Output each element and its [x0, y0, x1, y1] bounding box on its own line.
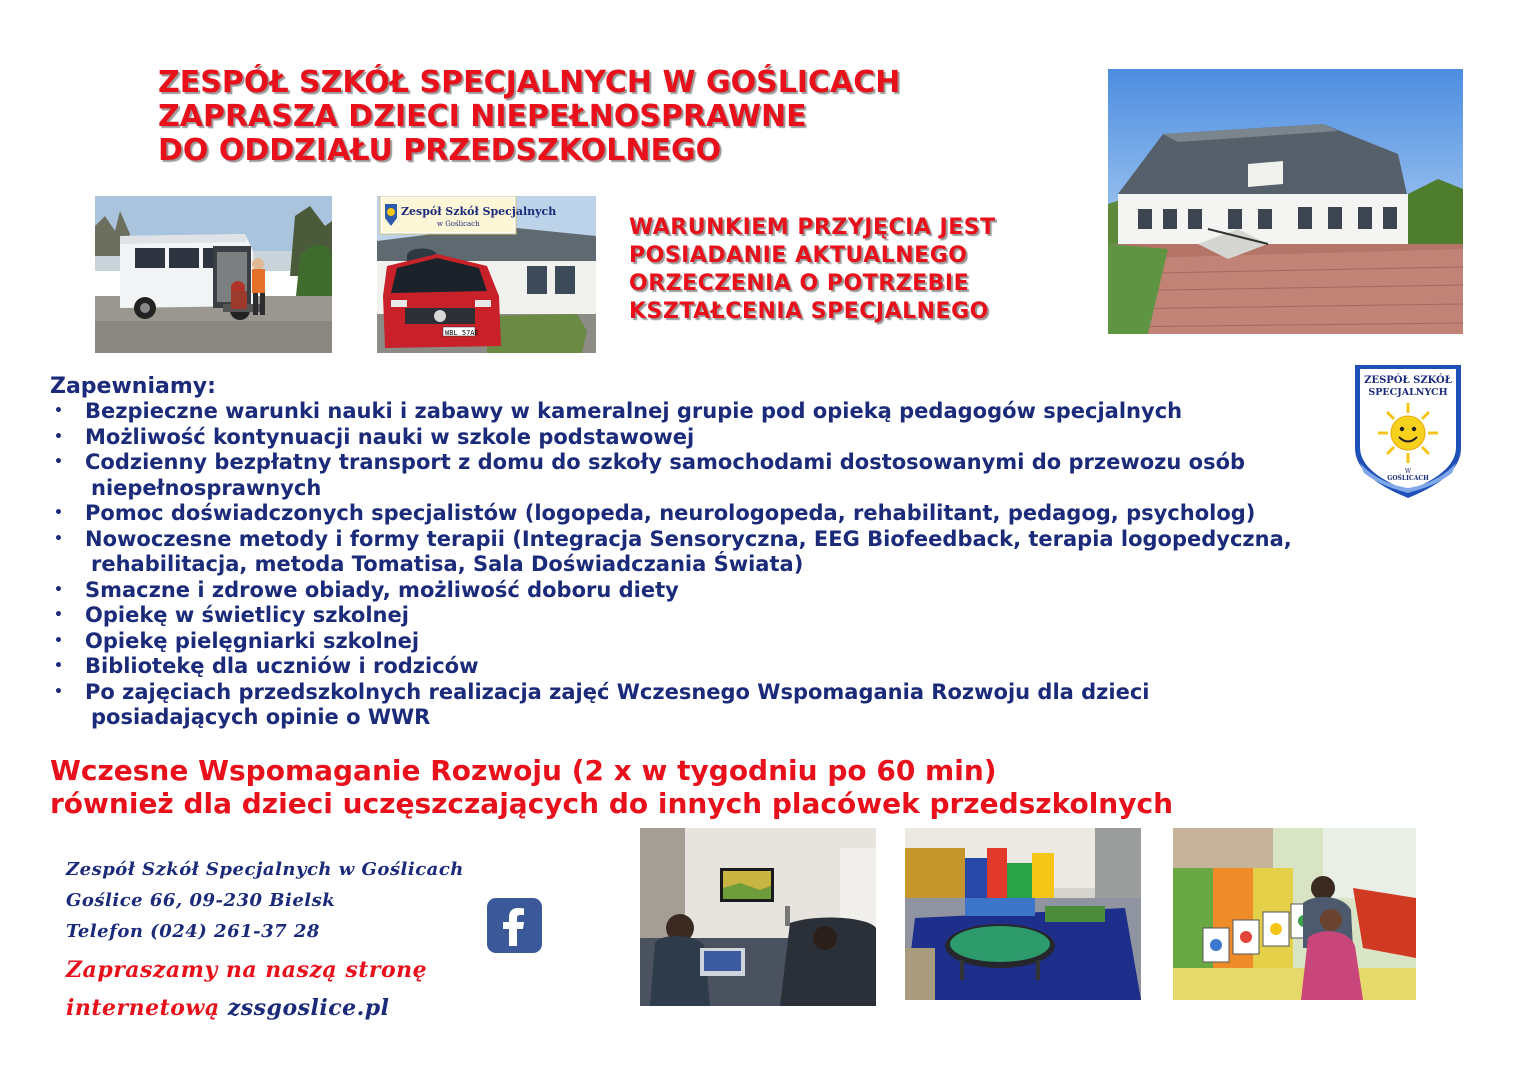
- list-item: • Możliwość kontynuacji nauki w szkole podstawowej: [54, 424, 695, 449]
- sun-logo-icon: [1378, 403, 1438, 463]
- list-item: • Opiekę pielęgniarki szkolnej: [54, 628, 420, 653]
- contact-name: Zespół Szkół Specjalnych w Goślicach: [66, 859, 464, 880]
- admission-condition: [629, 214, 996, 326]
- invite-line-1: Zapraszamy na naszą stronę: [66, 957, 428, 983]
- photo-school-building: [1108, 69, 1463, 334]
- logo-text-line2: SPECJALNYCH: [1368, 387, 1448, 398]
- list-item: • Opiekę w świetlicy szkolnej: [54, 603, 409, 627]
- list-item: • Bezpieczne warunki nauki i zabawy w kameralnej grupie pod opieką pedagogów specjalnych: [54, 399, 1183, 423]
- condition-line-2: POSIADANIE AKTUALNEGO: [629, 243, 968, 268]
- website-link[interactable]: zssgoslice.pl: [227, 995, 390, 1021]
- list-item: • Nowoczesne metody i formy terapii (Integracja Sensoryczna, EEG Biofeedback, terapia logopedyczna, rehabilitacja, metoda Tomatisa, Sala Doświadczania Świata): [54, 526, 1292, 576]
- photo-school-red-van: [377, 196, 596, 353]
- condition-line-4: KSZTAŁCENIA SPECJALNEGO: [629, 299, 989, 324]
- list-item: • Po zajęciach przedszkolnych realizacja zajęć Wczesnego Wspomagania Rozwoju dla dzieci posiadających opinie o WWR: [54, 679, 1150, 729]
- wwr-line-1: Wczesne Wspomaganie Rozwoju (2 x w tygodniu po 60 min): [50, 754, 997, 787]
- contact-address: Goślice 66, 09-230 Bielsk: [66, 890, 336, 911]
- list-item: • Bibliotekę dla uczniów i rodziców: [54, 654, 479, 678]
- condition-line-3: ORZECZENIA O POTRZEBIE: [629, 271, 970, 296]
- logo-text-line3: W: [1404, 468, 1412, 475]
- title-line-2: ZAPRASZA DZIECI NIEPEŁNOSPRAWNE: [158, 99, 807, 134]
- invite-word: internetową: [66, 995, 220, 1021]
- school-sign-subtext: w Goślicach: [437, 220, 480, 228]
- invite-line-2: [66, 995, 390, 1021]
- photo-bus-wheelchair-lift: [95, 196, 332, 353]
- school-sign-text: Zespół Szkół Specjalnych: [401, 205, 557, 218]
- page-title: [158, 66, 900, 168]
- facebook-icon[interactable]: [487, 898, 542, 953]
- condition-line-1: WARUNKIEM PRZYJĘCIA JEST: [629, 215, 996, 240]
- contact-phone: Telefon (024) 261-37 28: [66, 921, 320, 942]
- features-list: [50, 399, 1292, 731]
- school-logo: [1352, 363, 1464, 500]
- features-section: [50, 374, 1292, 731]
- logo-text-line1: ZESPÓŁ SZKÓŁ: [1364, 375, 1452, 386]
- wwr-statement: [50, 754, 1173, 820]
- photo-sensory-integration-room: [905, 828, 1141, 1000]
- title-line-3: DO ODDZIAŁU PRZEDSZKOLNEGO: [158, 133, 722, 168]
- logo-text-line4: GOŚLICACH: [1387, 475, 1429, 482]
- list-item: • Pomoc doświadczonych specjalistów (logopeda, neurologopeda, rehabilitant, pedagog, psycholog): [54, 501, 1256, 525]
- features-heading: Zapewniamy:: [50, 374, 216, 399]
- list-item: • Smaczne i zdrowe obiady, możliwość doboru diety: [54, 577, 679, 602]
- photo-speech-therapy-session: [1173, 828, 1416, 1000]
- wwr-line-2: również dla dzieci uczęszczających do innych placówek przedszkolnych: [50, 787, 1174, 820]
- license-plate: WBL 57AE: [445, 329, 479, 337]
- photo-eeg-biofeedback-room: [640, 828, 876, 1006]
- list-item: • Codzienny bezpłatny transport z domu do szkoły samochodami dostosowanymi do przewozu osób niepełnosprawnych: [54, 450, 1246, 500]
- title-line-1: ZESPÓŁ SZKÓŁ SPECJALNYCH W GOŚLICACH: [158, 65, 901, 100]
